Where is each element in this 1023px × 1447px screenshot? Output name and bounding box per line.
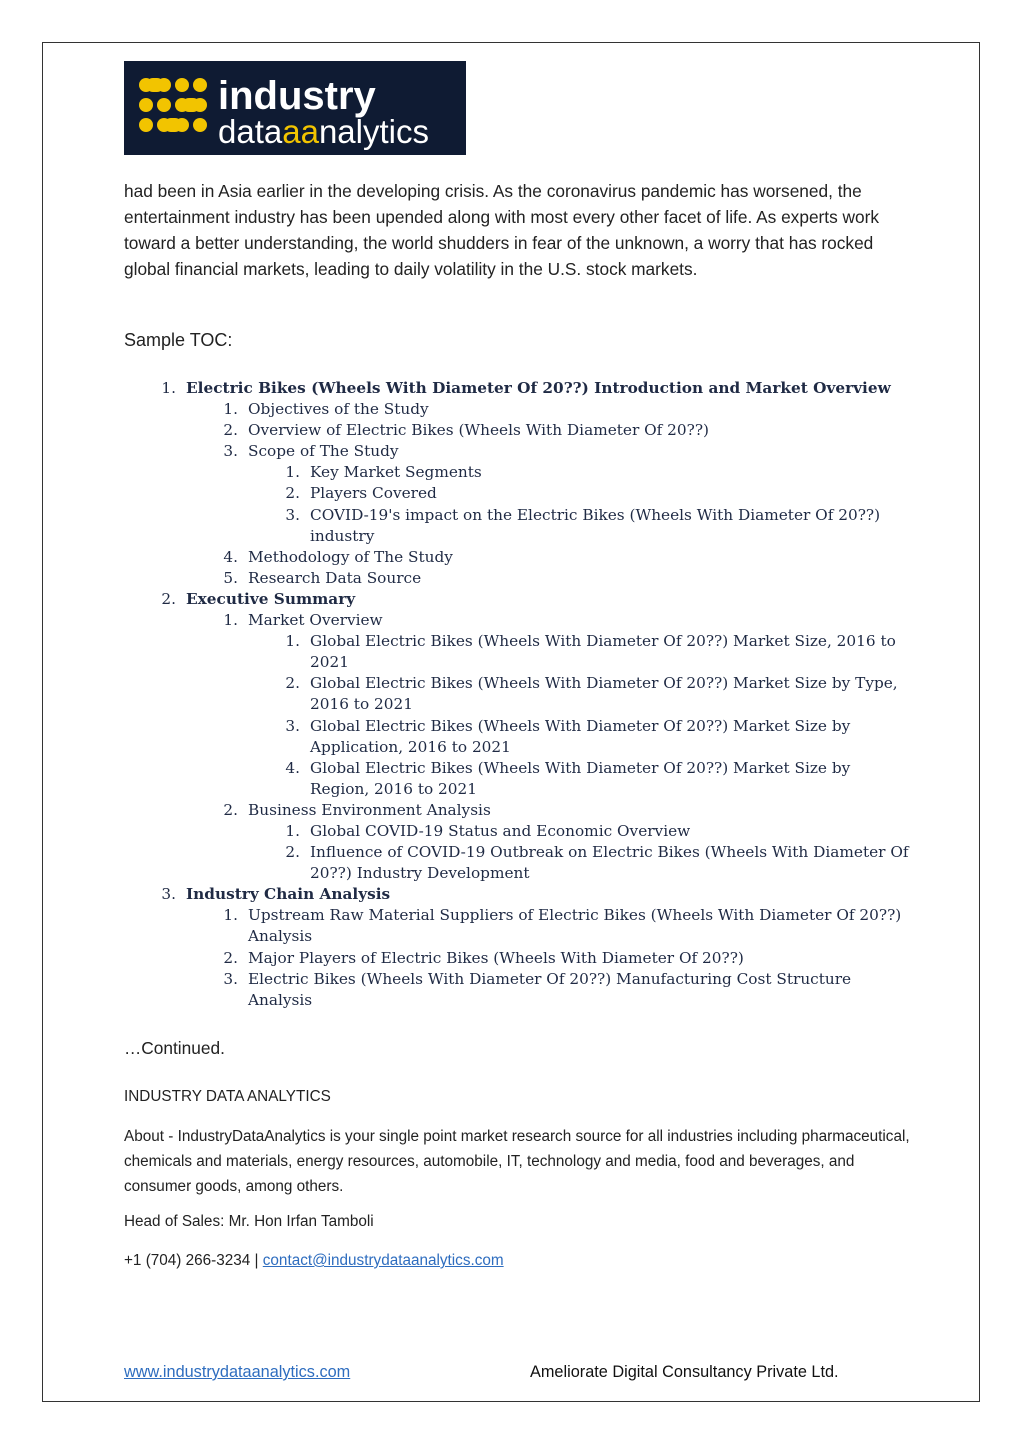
toc-item-text: Global Electric Bikes (Wheels With Diameter Of 20??) Market Size by Region, 2016 to 2021	[310, 758, 851, 798]
toc-item-number: 1.	[161, 379, 176, 397]
toc-item-text: Global Electric Bikes (Wheels With Diameter Of 20??) Market Size by Type, 2016 to 2021	[310, 674, 898, 714]
toc-item-level-3	[154, 716, 914, 758]
toc-item-number: 2.	[223, 800, 238, 819]
toc-item-text: Major Players of Electric Bikes (Wheels With Diameter Of 20??)	[248, 948, 744, 967]
table-of-contents	[154, 378, 914, 1011]
phone-number: +1 (704) 266-3234 |	[124, 1252, 259, 1269]
toc-item-text: Global Electric Bikes (Wheels With Diameter Of 20??) Market Size by Application, 2016 to 2021	[310, 716, 851, 756]
toc-heading: Sample TOC:	[124, 330, 233, 350]
toc-item-number: 3.	[223, 442, 238, 461]
toc-item-number: 2.	[285, 484, 300, 503]
toc-item-level-2	[154, 399, 914, 420]
toc-item-level-2	[154, 420, 914, 441]
toc-item-level-2	[154, 547, 914, 568]
logo-dots-icon	[139, 78, 207, 132]
toc-item-level-2	[154, 568, 914, 589]
toc-item-level-3	[154, 483, 914, 504]
toc-item-number: 3.	[223, 969, 238, 988]
toc-item-number: 1.	[285, 632, 300, 651]
toc-item-level-3	[154, 673, 914, 715]
toc-item-level-2	[154, 905, 914, 947]
toc-item-number: 2.	[285, 843, 300, 862]
toc-item-text: Objectives of the Study	[248, 400, 429, 419]
toc-item-number: 2.	[161, 589, 176, 608]
continued-text: …Continued.	[124, 1038, 225, 1058]
toc-item-number: 2.	[285, 674, 300, 693]
toc-item-level-1	[154, 884, 914, 905]
toc-item-text: Electric Bikes (Wheels With Diameter Of 20??) Manufacturing Cost Structure Analysis	[248, 969, 852, 1009]
toc-item-text: COVID-19's impact on the Electric Bikes (Wheels With Diameter Of 20??) industry	[310, 505, 881, 545]
toc-item-number: 4.	[285, 758, 300, 777]
footer-company-name: Ameliorate Digital Consultancy Private Ltd.	[530, 1363, 839, 1381]
toc-item-text: Key Market Segments	[310, 463, 482, 482]
toc-item-number: 1.	[223, 611, 238, 630]
company-logo	[124, 61, 466, 155]
toc-item-level-1	[154, 378, 914, 399]
toc-item-number: 4.	[223, 547, 238, 566]
toc-item-number: 1.	[285, 821, 300, 840]
toc-item-text: Market Overview	[248, 611, 383, 630]
toc-item-level-3	[154, 631, 914, 673]
toc-item-text: Overview of Electric Bikes (Wheels With Diameter Of 20??)	[248, 421, 710, 440]
toc-item-text: Executive Summary	[186, 589, 356, 608]
toc-item-text: Players Covered	[310, 484, 437, 503]
toc-item-number: 3.	[161, 885, 176, 904]
contact-line	[124, 1252, 504, 1270]
toc-item-level-2	[154, 948, 914, 969]
footer-website-link[interactable]: www.industrydataanalytics.com	[124, 1363, 351, 1381]
intro-paragraph: had been in Asia earlier in the developing crisis. As the coronavirus pandemic has worsened, the entertainment industry has been upended along with most every other facet of life. As experts work toward a better understanding, the world shudders in fear of the unknown, a worry that has rocked global financial markets, leading to daily volatility in the U.S. stock markets.	[124, 181, 880, 279]
toc-item-number: 1.	[223, 906, 238, 925]
toc-item-number: 1.	[285, 463, 300, 482]
toc-item-level-1	[154, 589, 914, 610]
toc-item-number: 1.	[223, 400, 238, 419]
toc-item-number: 3.	[285, 505, 300, 524]
toc-item-text: Research Data Source	[248, 568, 422, 587]
about-paragraph: About - IndustryDataAnalytics is your single point market research source for all industries including pharmaceutical, chemicals and materials, energy resources, automobile, IT, technology and media, food and beverages, and consumer goods, among others.	[124, 1128, 910, 1195]
toc-item-level-2	[154, 800, 914, 821]
toc-item-text: Global COVID-19 Status and Economic Overview	[310, 821, 691, 840]
company-heading: INDUSTRY DATA ANALYTICS	[124, 1088, 331, 1105]
toc-item-number: 2.	[223, 948, 238, 967]
toc-item-text: Influence of COVID-19 Outbreak on Electric Bikes (Wheels With Diameter Of 20??) Industry Development	[310, 843, 909, 883]
toc-item-number: 5.	[223, 568, 238, 587]
logo-brand-top: industry	[218, 74, 376, 118]
toc-item-text: Scope of The Study	[248, 442, 399, 461]
toc-item-text: Electric Bikes (Wheels With Diameter Of 20??) Introduction and Market Overview	[186, 379, 891, 397]
logo-brand-bottom: dataaanalytics	[218, 113, 429, 150]
toc-item-level-3	[154, 505, 914, 547]
toc-item-level-2	[154, 441, 914, 462]
toc-item-level-2	[154, 969, 914, 1011]
toc-item-text: Methodology of The Study	[248, 547, 453, 566]
head-of-sales: Head of Sales: Mr. Hon Irfan Tamboli	[124, 1213, 374, 1230]
toc-item-level-3	[154, 821, 914, 842]
toc-item-level-3	[154, 842, 914, 884]
toc-item-text: Business Environment Analysis	[248, 800, 491, 819]
toc-item-number: 3.	[285, 716, 300, 735]
toc-item-text: Industry Chain Analysis	[186, 885, 391, 904]
toc-item-level-3	[154, 758, 914, 800]
toc-item-number: 2.	[223, 421, 238, 440]
toc-item-level-2	[154, 610, 914, 631]
toc-item-text: Upstream Raw Material Suppliers of Electric Bikes (Wheels With Diameter Of 20??) Analysis	[248, 906, 902, 946]
toc-item-level-3	[154, 462, 914, 483]
email-link[interactable]: contact@industrydataanalytics.com	[262, 1252, 504, 1269]
toc-item-text: Global Electric Bikes (Wheels With Diameter Of 20??) Market Size, 2016 to 2021	[310, 632, 896, 672]
